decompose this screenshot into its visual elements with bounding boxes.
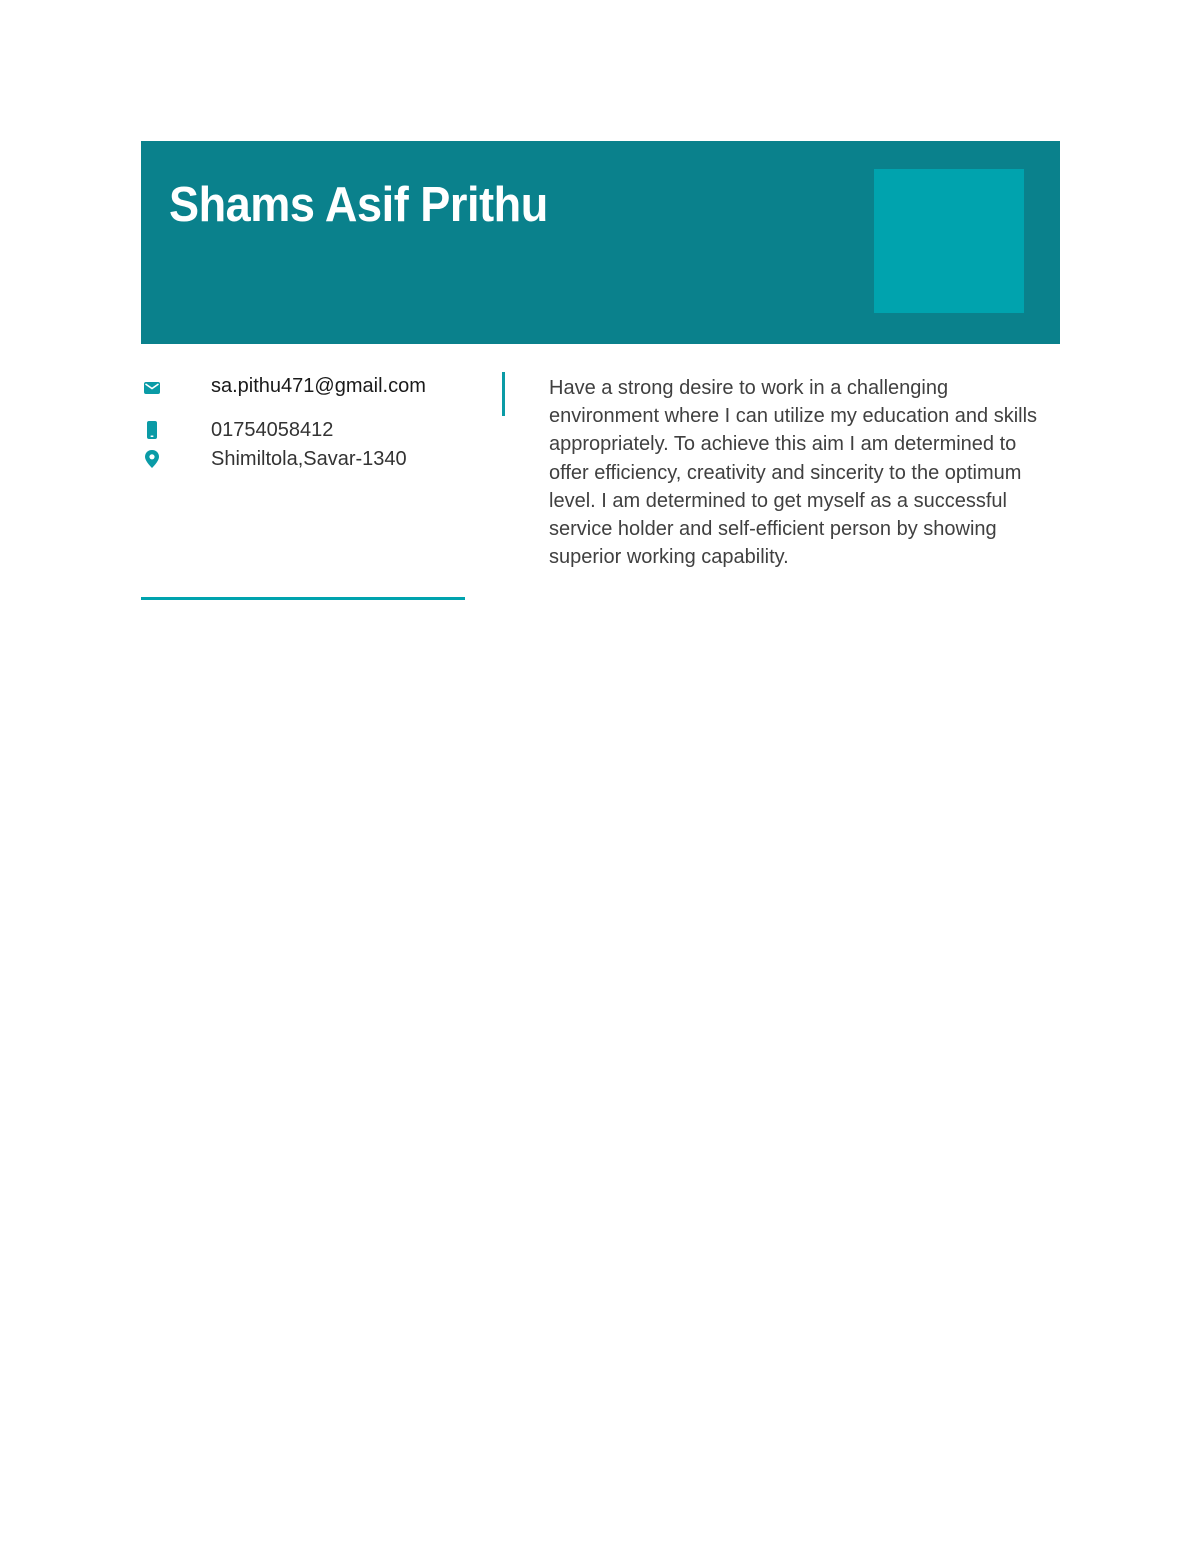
contact-phone	[141, 416, 471, 444]
email-text[interactable]: sa.pithu471@gmail.com	[211, 375, 426, 397]
contact-address	[141, 445, 471, 473]
header-band	[141, 141, 1060, 344]
candidate-name: Shams Asif Prithu	[169, 178, 548, 232]
envelope-icon	[143, 376, 161, 396]
location-pin-icon	[143, 449, 161, 469]
objective-text: Have a strong desire to work in a challenging environment where I can utilize my education and skills appropriately. To achieve this aim I am determined to offer efficiency, creativity and sincerity to the optimum level. I am determined to get myself as a successful service holder and self-efficient person by showing superior working capability.	[549, 377, 1038, 569]
phone-icon	[143, 420, 161, 440]
objective-accent-bar	[502, 372, 505, 416]
contact-email	[141, 372, 471, 400]
photo-placeholder	[874, 169, 1024, 313]
address-text: Shimiltola,Savar-1340	[211, 448, 407, 470]
contact-divider	[141, 597, 465, 600]
phone-text[interactable]: 01754058412	[211, 419, 334, 441]
